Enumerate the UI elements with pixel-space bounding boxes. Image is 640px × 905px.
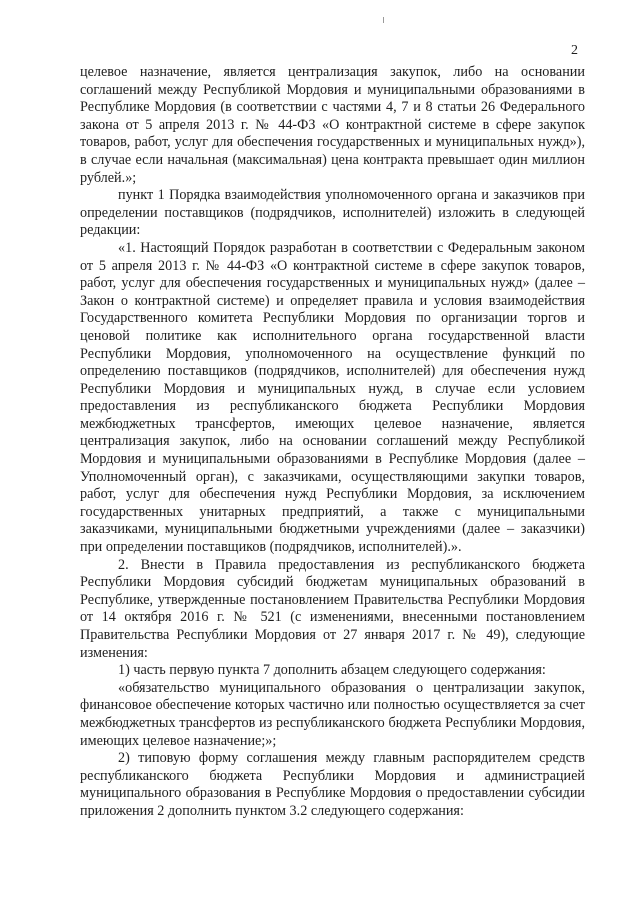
paragraph-item-2: 2. Внести в Правила предоставления из республиканского бюджета Республики Мордовия субсидий бюджетам муниципальных образований в Республике, утвержденные постановлением Правительства Республики Мордовия от 14 октября 2016 г. № 521 (с изменениями, внесенными постановлением Правительства Республики Мордовия от 27 января 2017 г. № 49), следующие изменения: [80, 556, 585, 661]
page-number: 2 [571, 43, 578, 58]
paragraph-subitem-1: 1) часть первую пункта 7 дополнить абзацем следующего содержания: [118, 662, 546, 679]
paragraph-point-1-text: «1. Настоящий Порядок разработан в соответствии с Федеральным законом от 5 апреля 2013 г. № 44-ФЗ «О контрактной системе в сфере закупок товаров, работ, услуг для обеспечения государственных и муниципальных нужд» (далее – Закон о контрактной системе) и определяет правила и условия взаимодействия Государственного комитета Республики Мордовия по организации торгов и ценовой политике как исполнительного органа государственной власти Республики Мордовия, уполномоченного на осуществление функций по определению поставщиков (подрядчиков, исполнителей) для обеспечения нужд Республики Мордовия и муниципальных нужд, в случае если условием предоставления из республиканского бюджета Республики Мордовия межбюджетных трансфертов, имеющих целевое назначение, является централизация закупок, либо на основании соглашений между Республикой Мордовия и муниципальными образованиями в Республике Мордовия (далее – Уполномоченный орган), с заказчиками, осуществляющими закупки товаров, работ, услуг для обеспечения нужд Республики Мордовия, за исключением государственных унитарных предприятий, а также с муниципальными заказчиками, муниципальными бюджетными учреждениями (далее – заказчики) при определении поставщиков (подрядчиков, исполнителей).». [80, 239, 585, 556]
scan-mark [383, 17, 384, 23]
paragraph-quote-obligation: «обязательство муниципального образования о централизации закупок, финансовое обеспечение которых частично или полностью осуществляется за счет межбюджетных трансфертов из республиканского бюджета Республики Мордовия, имеющих целевое назначение;»; [80, 679, 585, 749]
document-body [80, 64, 585, 821]
paragraph-subitem-2: 2) типовую форму соглашения между главным распорядителем средств республиканского бюджета Республики Мордовия и администрацией муниципального образования в Республике Мордовия о предоставлении субсидии приложения 2 дополнить пунктом 3.2 следующего содержания: [80, 750, 585, 819]
paragraph-point-1-intro: пункт 1 Порядка взаимодействия уполномоченного органа и заказчиков при определении поставщиков (подрядчиков, исполнителей) изложить в следующей редакции: [80, 187, 585, 239]
paragraph-continuation: целевое назначение, является централизация закупок, либо на основании соглашений между Республикой Мордовия и муниципальными образованиями в Республике Мордовия (в соответствии с частями 4, 7 и 8 статьи 26 Федерального закона от 5 апреля 2013 г. № 44-ФЗ «О контрактной системе в сфере закупок товаров, работ, услуг для обеспечения государственных и муниципальных нужд»), в случае если начальная (максимальная) цена контракта превышает один миллион рублей.»; [80, 64, 585, 186]
